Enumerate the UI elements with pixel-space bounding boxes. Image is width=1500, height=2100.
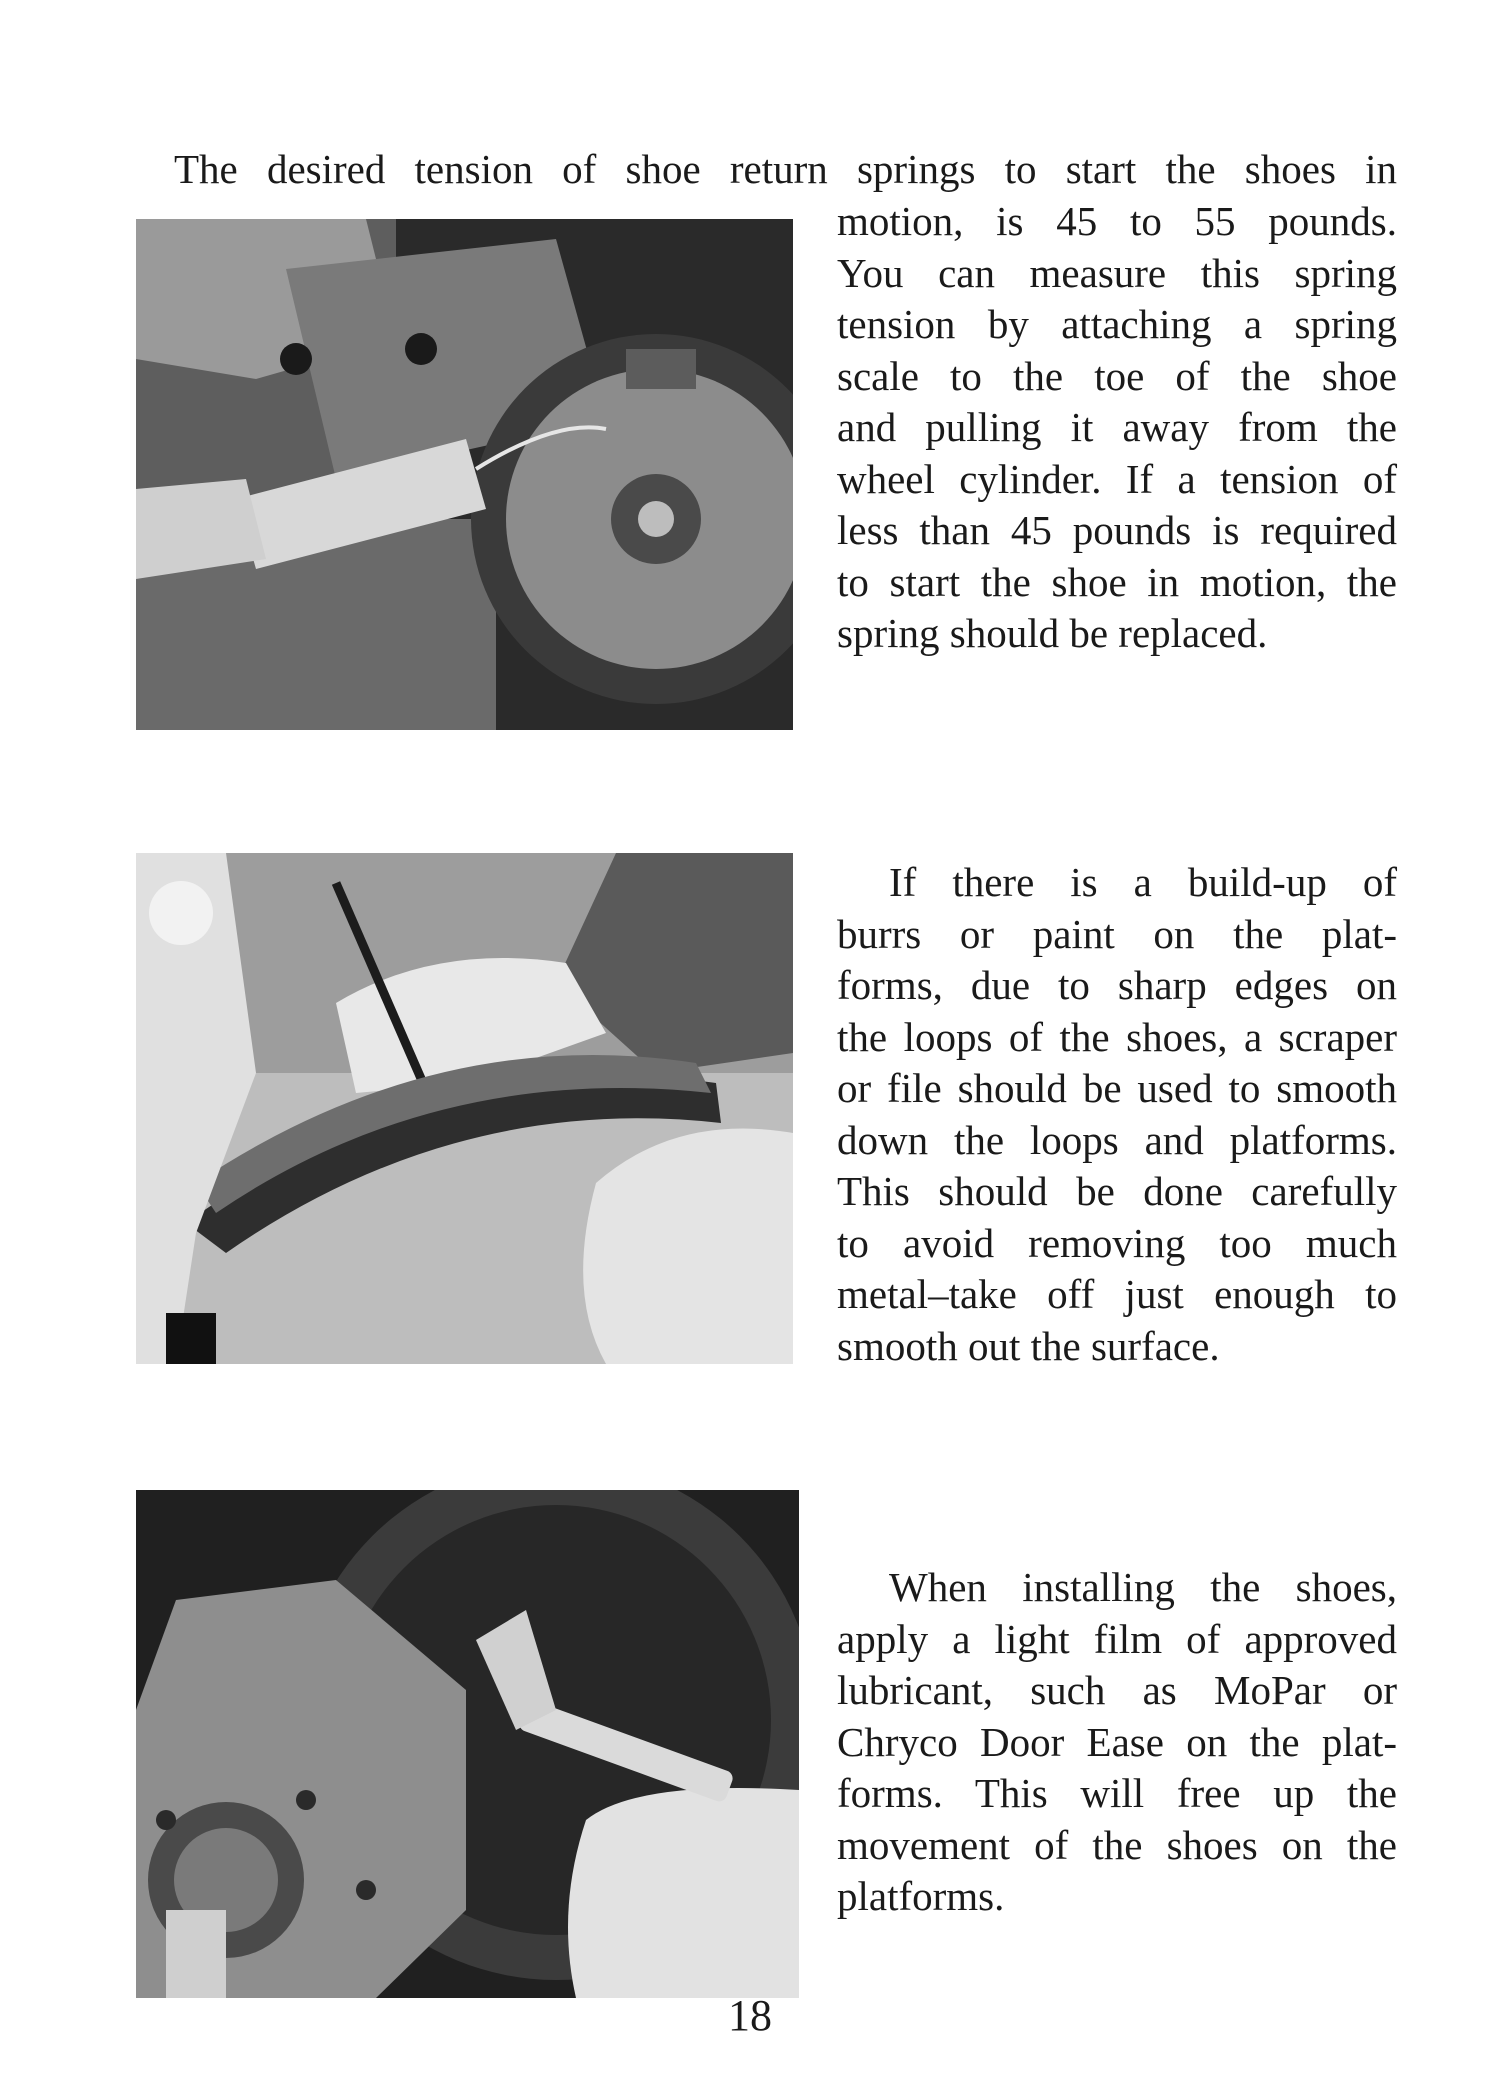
section1-lead-line (174, 144, 1397, 196)
lubricant-application-photo (136, 1490, 799, 1998)
text-line: apply a light film of approved (837, 1615, 1397, 1662)
text-line: motion, is 45 to 55 pounds. (837, 198, 1397, 244)
text-line: to start the shoe in motion, the (837, 558, 1397, 605)
text-line: The desired tension of shoe return springs to start the shoes in (174, 146, 1397, 192)
text-line: When installing the shoes, (889, 1564, 1397, 1610)
text-line: smooth out the surface. (837, 1322, 1220, 1369)
text-line: or file should be used to smooth (837, 1065, 1397, 1111)
text-line: movement of the shoes on the (837, 1821, 1397, 1868)
text-line: wheel cylinder. If a tension of (837, 455, 1397, 502)
spring-scale-photo (136, 219, 793, 730)
text-line: to avoid removing too much (837, 1219, 1397, 1266)
text-line: down the loops and platforms. (837, 1116, 1397, 1163)
text-line: metal–take off just enough to (837, 1271, 1397, 1317)
text-line: forms. This will free up the (837, 1770, 1397, 1816)
text-line: lubricant, such as MoPar or (837, 1667, 1397, 1713)
text-line: If there is a build-up of (889, 859, 1397, 905)
text-line: This should be done carefully (837, 1168, 1397, 1214)
text-line: forms, due to sharp edges on (837, 962, 1397, 1008)
section3-body (837, 1562, 1397, 1923)
section1-body (837, 196, 1397, 660)
text-line: Chryco Door Ease on the plat- (837, 1718, 1397, 1765)
section2-body (837, 857, 1397, 1372)
scraper-on-shoe-photo (136, 853, 793, 1364)
text-line: burrs or paint on the plat- (837, 910, 1397, 957)
text-line: spring should be replaced. (837, 610, 1268, 656)
text-line: You can measure this spring (837, 249, 1397, 296)
text-line: platforms. (837, 1873, 1005, 1919)
text-line: and pulling it away from the (837, 404, 1397, 450)
text-line: tension by attaching a spring (837, 301, 1397, 347)
text-line: scale to the toe of the shoe (837, 352, 1397, 399)
page-number: 18 (728, 1991, 772, 2040)
text-line: less than 45 pounds is required (837, 507, 1397, 553)
text-line: the loops of the shoes, a scraper (837, 1013, 1397, 1060)
